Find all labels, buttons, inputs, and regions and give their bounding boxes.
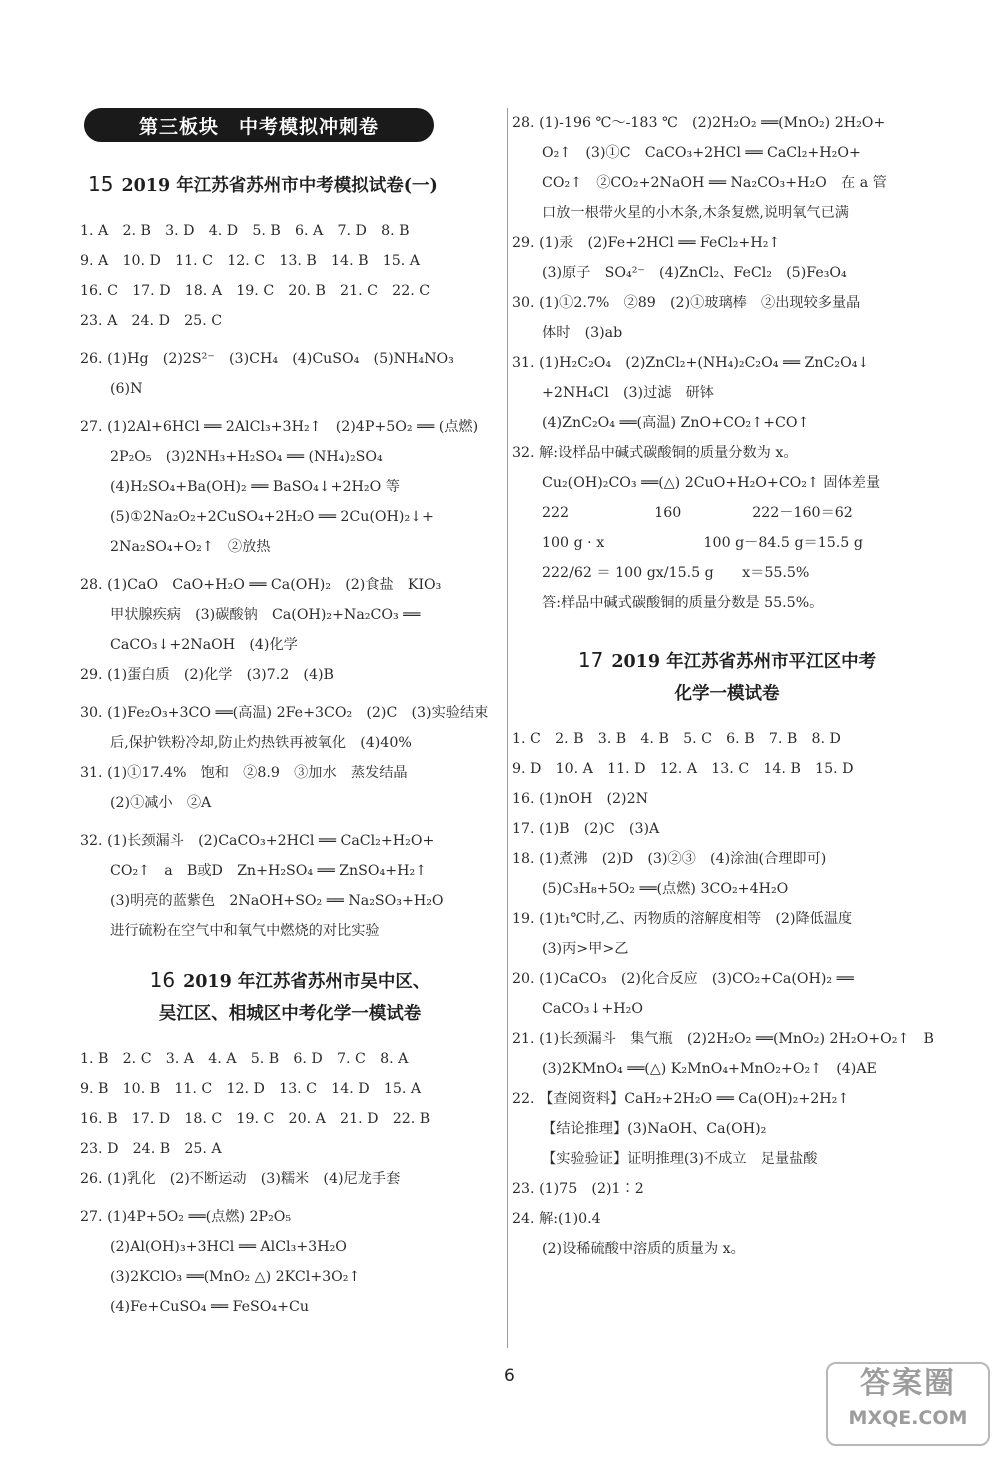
answer-line: 21. (1)长颈漏斗 集气瓶 (2)2H₂O₂ ══(MnO₂) 2H₂O+O₂↑ B	[512, 1031, 934, 1047]
answer-line: 26. (1)Hg (2)2S²⁻ (3)CH₄ (4)CuSO₄ (5)NH₄NO₃	[80, 351, 454, 367]
answer-line: 23. (1)75 (2)1∶2	[512, 1181, 644, 1197]
section-title-text: 2019 年江苏省苏州市吴中区、	[183, 972, 431, 992]
answer-line: (2)Al(OH)₃+3HCl ══ AlCl₃+3H₂O	[110, 1239, 347, 1255]
answer-line: 30. (1)①2.7% ②89 (2)①玻璃棒 ②出现较多量晶	[512, 295, 861, 311]
answer-line: 后,保护铁粉冷却,防止灼热铁再被氧化 (4)40%	[110, 735, 412, 751]
section-number: 16	[149, 968, 176, 992]
answer-line: 222/62 ＝ 100 gx/15.5 g x＝55.5%	[542, 565, 810, 581]
answer-line: 31. (1)H₂C₂O₄ (2)ZnCl₂+(NH₄)₂C₂O₄ ══ ZnC₂O₄↓	[512, 355, 870, 371]
answer-line: 30. (1)Fe₂O₃+3CO ══(高温) 2Fe+3CO₂ (2)C (3)实验结束	[80, 705, 489, 721]
section-17-answers	[512, 724, 942, 1264]
answer-line: 1. C 2. B 3. B 4. B 5. C 6. B 7. B 8. D	[512, 731, 841, 747]
answer-line: 【实验验证】证明推理(3)不成立 足量盐酸	[542, 1151, 818, 1167]
section-16-title-line2: 吴江区、相城区中考化学一模试卷	[158, 1004, 422, 1024]
answer-line: 27. (1)4P+5O₂ ══(点燃) 2P₂O₅	[80, 1209, 292, 1225]
section-banner: 第三板块 中考模拟冲刺卷	[84, 108, 434, 142]
answer-line: (4)H₂SO₄+Ba(OH)₂ ══ BaSO₄↓+2H₂O 等	[110, 479, 400, 495]
section-15-title	[88, 168, 500, 202]
answer-line: CaCO₃↓+2NaOH (4)化学	[110, 637, 298, 653]
section-number: 15	[88, 172, 114, 196]
answer-line: (2)设稀硫酸中溶质的质量为 x。	[542, 1241, 745, 1257]
answer-line: CO₂↑ a B或D Zn+H₂SO₄ ══ ZnSO₄+H₂↑	[110, 863, 428, 879]
answer-line: 甲状腺疾病 (3)碳酸钠 Ca(OH)₂+Na₂CO₃ ══	[110, 607, 421, 623]
answer-line: CaCO₃↓+H₂O	[542, 1001, 643, 1017]
section-15-answers	[80, 216, 500, 946]
section-16-title	[80, 964, 500, 998]
answer-line: +2NH₄Cl (3)过滤 研钵	[542, 385, 715, 401]
answer-line: (6)N	[110, 381, 143, 397]
answer-line: 22. 【查阅资料】CaH₂+2H₂O ══ Ca(OH)₂+2H₂↑	[512, 1091, 850, 1107]
section-title-text: 2019 年江苏省苏州市平江区中考	[611, 652, 877, 672]
answer-line: Cu₂(OH)₂CO₃ ══(△) 2CuO+H₂O+CO₂↑ 固体差量	[542, 475, 881, 491]
answer-line: 18. (1)煮沸 (2)D (3)②③ (4)涂油(合理即可)	[512, 851, 827, 867]
answer-line: 1. B 2. C 3. A 4. A 5. B 6. D 7. C 8. A	[80, 1051, 409, 1067]
answer-line: 2P₂O₅ (3)2NH₃+H₂SO₄ ══ (NH₄)₂SO₄	[110, 449, 383, 465]
answer-line: (3)2KMnO₄ ══(△) K₂MnO₄+MnO₂+O₂↑ (4)AE	[542, 1061, 877, 1077]
section-16-answers	[80, 1044, 500, 1322]
answer-line: (3)原子 SO₄²⁻ (4)ZnCl₂、FeCl₂ (5)Fe₃O₄	[542, 265, 847, 281]
answer-line: (3)丙>甲>乙	[542, 941, 629, 957]
watermark-chars: 答案圈	[860, 1366, 956, 1401]
answer-line: 100 g · x 100 g－84.5 g＝15.5 g	[542, 535, 863, 551]
answer-line: 28. (1)CaO CaO+H₂O ══ Ca(OH)₂ (2)食盐 KIO₃	[80, 577, 442, 593]
answer-line: (3)明亮的蓝紫色 2NaOH+SO₂ ══ Na₂SO₃+H₂O	[110, 893, 444, 909]
answer-line: (5)C₃H₈+5O₂ ══(点燃) 3CO₂+4H₂O	[542, 881, 789, 897]
answer-line: 答:样品中碱式碳酸铜的质量分数是 55.5%。	[542, 595, 824, 611]
answer-line: (4)Fe+CuSO₄ ══ FeSO₄+Cu	[110, 1299, 309, 1315]
section-title-text: 2019 年江苏省苏州市中考模拟试卷(一)	[121, 176, 438, 196]
answer-line: (5)①2Na₂O₂+2CuSO₄+2H₂O ══ 2Cu(OH)₂↓+	[110, 509, 434, 525]
answer-line: 32. (1)长颈漏斗 (2)CaCO₃+2HCl ══ CaCl₂+H₂O+	[80, 833, 435, 849]
answer-line: 【结论推理】(3)NaOH、Ca(OH)₂	[542, 1121, 767, 1137]
answer-line: 32. 解:设样品中碱式碳酸铜的质量分数为 x。	[512, 445, 798, 461]
answer-line: 23. A 24. D 25. C	[80, 313, 223, 329]
answer-line: 1. A 2. B 3. D 4. D 5. B 6. A 7. D 8. B	[80, 223, 410, 239]
answer-line: O₂↑ (3)①C CaCO₃+2HCl ══ CaCl₂+H₂O+	[542, 145, 861, 161]
answer-line: 9. A 10. D 11. C 12. C 13. B 14. B 15. A	[80, 253, 421, 269]
answer-line: 27. (1)2Al+6HCl ══ 2AlCl₃+3H₂↑ (2)4P+5O₂ ══ (点燃)	[80, 419, 479, 435]
answer-line: 17. (1)B (2)C (3)A	[512, 821, 660, 837]
left-column	[80, 108, 500, 1322]
right-column	[512, 108, 942, 1264]
answer-line: 16. (1)nOH (2)2N	[512, 791, 649, 807]
section-16-continued-answers	[512, 108, 942, 618]
answer-line: 16. C 17. D 18. A 19. C 20. B 21. C 22. C	[80, 283, 431, 299]
answer-line: (3)2KClO₃ ══(MnO₂ △) 2KCl+3O₂↑	[110, 1269, 361, 1285]
answer-line: 29. (1)蛋白质 (2)化学 (3)7.2 (4)B	[80, 667, 334, 683]
answer-line: 口放一根带火星的小木条,木条复燃,说明氧气已满	[542, 205, 849, 221]
answer-line: 9. D 10. A 11. D 12. A 13. C 14. B 15. D	[512, 761, 854, 777]
page-number: 6	[504, 1366, 515, 1386]
answer-line: 222 160 222－160＝62	[542, 505, 853, 521]
answer-line: 29. (1)汞 (2)Fe+2HCl ══ FeCl₂+H₂↑	[512, 235, 781, 251]
answer-line: 2Na₂SO₄+O₂↑ ②放热	[110, 539, 271, 555]
answer-line: 20. (1)CaCO₃ (2)化合反应 (3)CO₂+Ca(OH)₂ ══	[512, 971, 854, 987]
answer-line: 28. (1)-196 ℃～-183 ℃ (2)2H₂O₂ ══(MnO₂) 2H₂O+	[512, 115, 886, 131]
site-watermark-logo	[826, 1362, 990, 1446]
section-17-title	[512, 644, 942, 678]
section-17-title-line2: 化学一模试卷	[674, 684, 780, 704]
answer-line: CO₂↑ ②CO₂+2NaOH ══ Na₂CO₃+H₂O 在 a 管	[542, 175, 887, 191]
answer-line: 进行硫粉在空气中和氧气中燃烧的对比实验	[110, 923, 380, 939]
answer-line: 24. 解:(1)0.4	[512, 1211, 601, 1227]
section-number: 17	[577, 648, 604, 672]
answer-line: 体时 (3)ab	[542, 325, 623, 341]
answer-line: 26. (1)乳化 (2)不断运动 (3)糯米 (4)尼龙手套	[80, 1171, 401, 1187]
column-divider	[507, 108, 508, 1348]
answer-line: (2)①减小 ②A	[110, 795, 212, 811]
answer-line: (4)ZnC₂O₄ ══(高温) ZnO+CO₂↑+CO↑	[542, 415, 810, 431]
answer-line: 19. (1)t₁℃时,乙、丙物质的溶解度相等 (2)降低温度	[512, 911, 853, 927]
watermark-site: MXQE.COM	[848, 1407, 968, 1429]
answer-line: 31. (1)①17.4% 饱和 ②8.9 ③加水 蒸发结晶	[80, 765, 408, 781]
answer-line: 23. D 24. B 25. A	[80, 1141, 222, 1157]
answer-line: 16. B 17. D 18. C 19. C 20. A 21. D 22. B	[80, 1111, 431, 1127]
answer-line: 9. B 10. B 11. C 12. D 13. C 14. D 15. A	[80, 1081, 422, 1097]
